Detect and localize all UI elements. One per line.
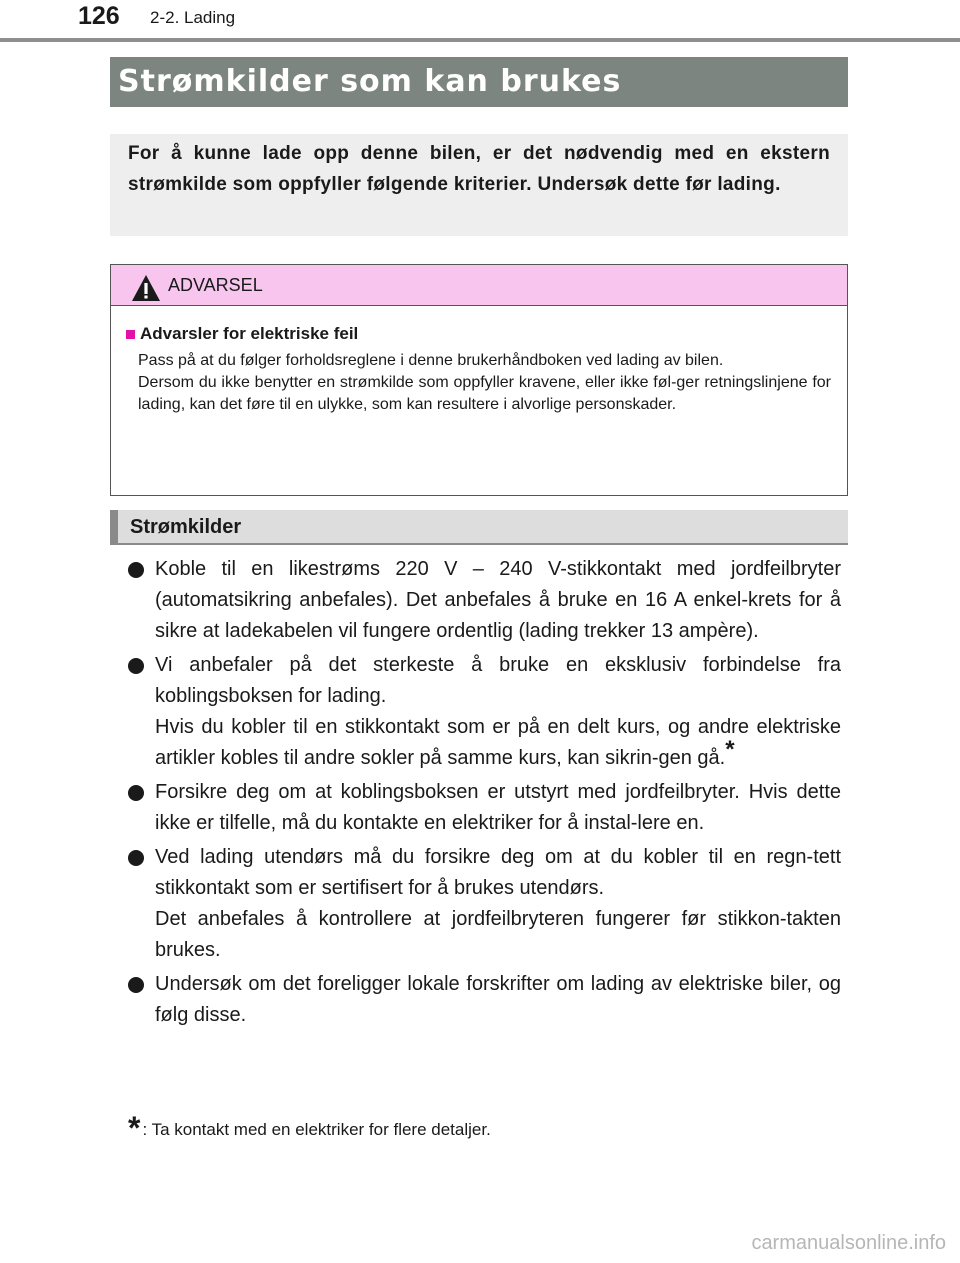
footnote — [128, 1110, 491, 1146]
bullet-dot-icon — [128, 562, 144, 578]
section-accent — [110, 510, 118, 543]
bullet-dot-icon — [128, 785, 144, 801]
list-item-text-part: Hvis du kobler til en stikkontakt som er på en delt kurs, og andre elektriske artikler kobles til andre sokler på samme kurs, kan sikrin-gen gå. — [155, 716, 841, 769]
square-bullet-icon — [126, 330, 135, 339]
warning-subheading — [126, 322, 831, 346]
footnote-text: : Ta kontakt med en elektriker for flere detaljer. — [142, 1120, 491, 1139]
list-item — [128, 842, 841, 966]
list-item-text — [155, 712, 841, 774]
section-heading-text: Strømkilder — [130, 516, 242, 538]
warning-paragraph: Dersom du ikke benytter en strømkilde som oppfyller kravene, eller ikke føl-ger retningslinjene for lading, kan det føre til en ulykke, som kan resultere i alvorlige personskader. — [138, 374, 831, 413]
requirements-list — [128, 554, 841, 1034]
bullet-dot-icon — [128, 977, 144, 993]
footnote-mark: * — [725, 736, 735, 763]
list-item-text: Forsikre deg om at koblingsboksen er utstyrt med jordfeilbryter. Hvis dette ikke er tilfelle, må du kontakte en elektriker for å instal-lere en. — [155, 781, 841, 834]
warning-header — [111, 265, 847, 306]
footnote-star: * — [128, 1110, 141, 1146]
warning-box — [110, 264, 848, 496]
list-item — [128, 650, 841, 774]
list-item-text: Undersøk om det foreligger lokale forskrifter om lading av elektriske biler, og følg disse. — [155, 973, 841, 1026]
list-item — [128, 969, 841, 1031]
list-item — [128, 777, 841, 839]
section-heading — [110, 510, 848, 545]
chapter-title: 2-2. Lading — [150, 8, 236, 27]
intro-box: For å kunne lade opp denne bilen, er det nødvendig med en ekstern strømkilde som oppfyller følgende kriterier. Undersøk dette før lading. — [110, 134, 848, 236]
warning-subheading-text: Advarsler for elektriske feil — [140, 324, 359, 343]
list-item-text: Ved lading utendørs må du forsikre deg om at du kobler til en regn-tett stikkontakt som er sertifisert for å brukes utendørs. — [155, 846, 841, 899]
warning-triangle-icon — [131, 274, 161, 302]
list-item — [128, 554, 841, 647]
warning-body — [111, 306, 847, 416]
warning-paragraph: Pass på at du følger forholdsreglene i denne brukerhåndboken ved lading av bilen. — [138, 352, 724, 369]
warning-label: ADVARSEL — [168, 275, 263, 295]
header-rule — [0, 38, 960, 42]
page-number: 126 — [78, 2, 120, 30]
bullet-dot-icon — [128, 658, 144, 674]
watermark: carmanualsonline.info — [751, 1232, 946, 1254]
list-item-text: Det anbefales å kontrollere at jordfeilbryteren fungerer før stikkon-takten brukes. — [155, 908, 841, 961]
page-title: Strømkilder som kan brukes — [110, 57, 848, 107]
bullet-dot-icon — [128, 850, 144, 866]
list-item-text: Vi anbefaler på det sterkeste å bruke en eksklusiv forbindelse fra koblingsboksen for lading. — [155, 654, 841, 707]
warning-text — [126, 350, 831, 416]
list-item-text: Koble til en likestrøms 220 V – 240 V-stikkontakt med jordfeilbryter (automatsikring anbefales). Det anbefales å bruke en 16 A enkel-krets for å sikre at ladekabelen vil fungere ordentlig (lading trekker 13 ampère). — [155, 558, 841, 642]
